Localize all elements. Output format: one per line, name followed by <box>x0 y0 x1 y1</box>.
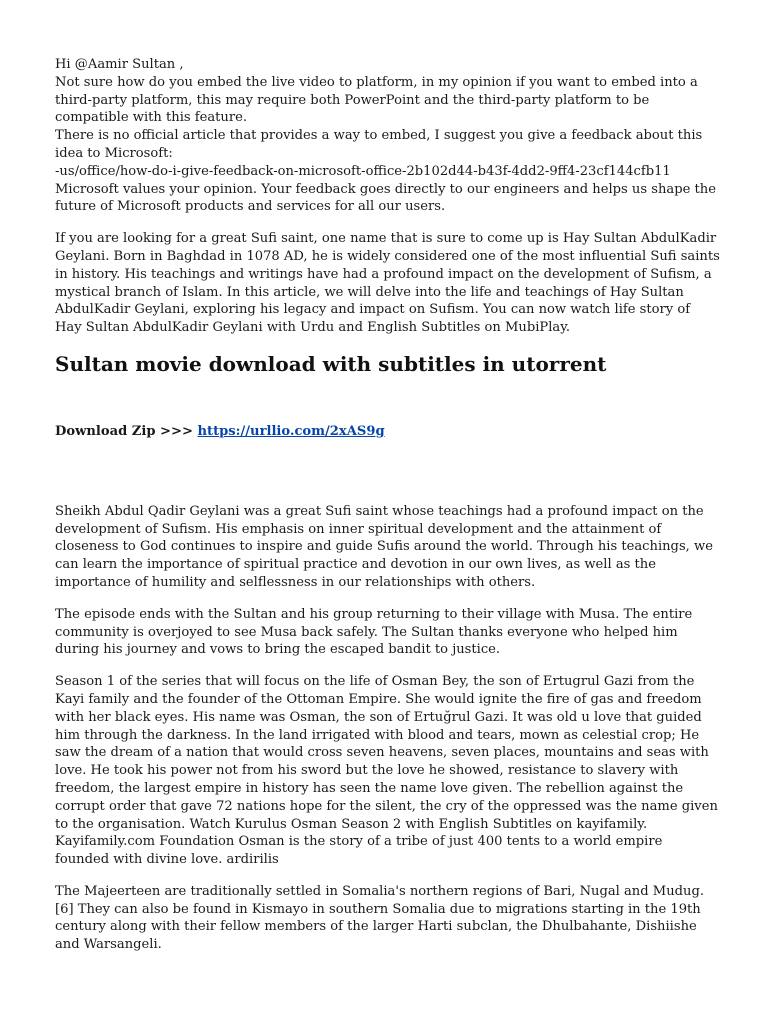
download-line <box>55 423 720 441</box>
intro-block <box>55 230 720 337</box>
document-body <box>55 56 720 968</box>
reply-line: Microsoft values your opinion. Your feedback goes directly to our engineers and helps us shape the future of Microsoft products and services for all our users. <box>55 181 716 215</box>
article-paragraph <box>55 606 720 659</box>
paragraph-text: Sheikh Abdul Qadir Geylani was a great Sufi saint whose teachings had a profound impact on the development of Sufism. His emphasis on inner spiritual development and the attainment of closeness to God continues to inspire and guide Sufis around the world. Through his teachings, we can learn the importance of spiritual practice and devotion in our own lives, as well as the importance of humility and selflessness in our relationships with others. <box>55 503 713 590</box>
download-label: Download Zip >>> <box>55 423 198 439</box>
spacer <box>55 441 720 503</box>
article-paragraph <box>55 883 720 954</box>
reply-feedback-path: -us/office/how-do-i-give-feedback-on-microsoft-office-2b102d44-b43f-4dd2-9ff4-23cf144cfb11 <box>55 163 671 179</box>
paragraph-text: The Majeerteen are traditionally settled in Somalia's northern regions of Bari, Nugal and Mudug.[6] They can also be found in Kismayo in southern Somalia due to migrations starting in the 19th century along with their fellow members of the larger Harti subclan, the Dhulbahante, Dishiishe and Warsangeli. <box>55 883 704 953</box>
paragraph-text: Season 1 of the series that will focus on the life of Osman Bey, the son of Ertugrul Gazi from the Kayi family and the founder of the Ottoman Empire. She would ignite the fire of gas and freedom with her black eyes. His name was Osman, the son of Ertuğrul Gazi. It was old u love that guided him through the darkness. In the land irrigated with blood and tears, mown as celestial crop; He saw the dream of a nation that would cross seven heavens, seven places, mountains and seas with love. He took his power not from his sword but the love he showed, resistance to slavery with freedom, the largest empire in history has seen the name love given. The rebellion against the corrupt order that gave 72 nations hope for the silent, the cry of the oppressed was the name given to the organisation. Watch Kurulus Osman Season 2 with English Subtitles on kayifamily. Kayifamily.com Foundation Osman is the story of a tribe of just 400 tents to a world empire founded with divine love. ardirilis <box>55 674 718 868</box>
intro-paragraph: If you are looking for a great Sufi saint, one name that is sure to come up is Hay Sultan AbdulKadir Geylani. Born in Baghdad in 1078 AD, he is widely considered one of the most influential Sufi saints in history. His teachings and writings have had a profound impact on the development of Sufism, a mystical branch of Islam. In this article, we will delve into the life and teachings of Hay Sultan AbdulKadir Geylani, exploring his legacy and impact on Sufism. You can now watch life story of Hay Sultan AbdulKadir Geylani with Urdu and English Subtitles on MubiPlay. <box>55 231 720 336</box>
reply-line: Not sure how do you embed the live video to platform, in my opinion if you want to embed into a third-party platform, this may require both PowerPoint and the third-party platform to be compatible with this feature. <box>55 74 698 126</box>
reply-greeting: Hi @Aamir Sultan , <box>55 57 184 72</box>
page-title: Sultan movie download with subtitles in utorrent <box>55 351 607 376</box>
article-paragraph <box>55 673 720 869</box>
article-paragraph <box>55 503 720 592</box>
paragraph-text: The episode ends with the Sultan and his group returning to their village with Musa. The entire community is overjoyed to see Musa back safely. The Sultan thanks everyone who helped him during his journey and vows to bring the escaped bandit to justice. <box>55 606 693 658</box>
reply-line: There is no official article that provides a way to embed, I suggest you give a feedback about this idea to Microsoft: <box>55 128 703 161</box>
download-link[interactable]: https://urllio.com/2xAS9g <box>197 423 385 439</box>
forum-reply <box>55 56 720 216</box>
